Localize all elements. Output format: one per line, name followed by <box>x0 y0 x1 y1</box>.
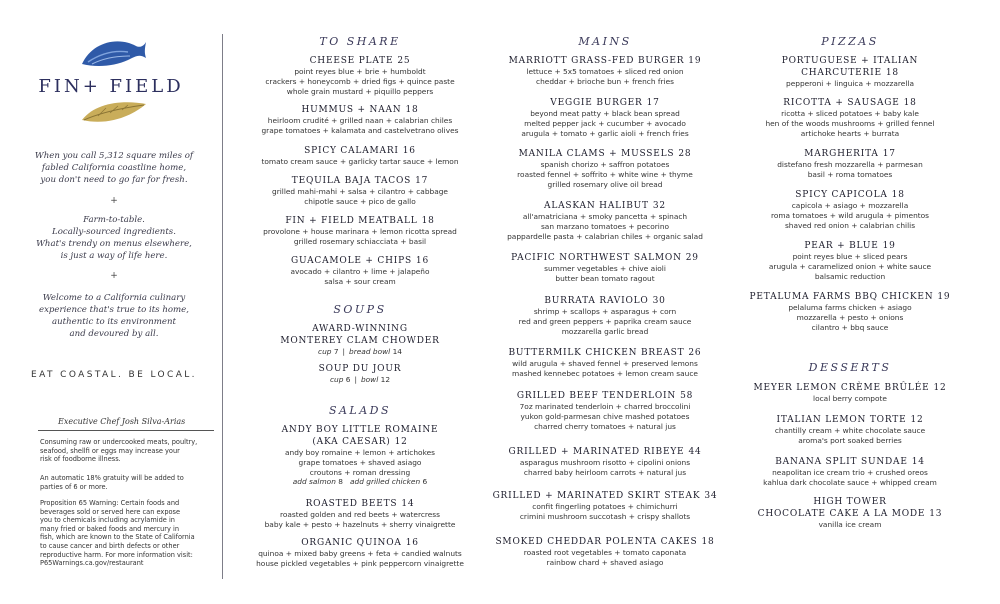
item-price: 14 <box>401 499 415 509</box>
item-desc: cheddar + brioche bun + french fries <box>536 76 674 86</box>
item-desc: local berry compote <box>813 394 887 403</box>
item-name: ANDY BOY LITTLE ROMAINE <box>281 425 439 435</box>
item-desc: artichoke hearts + burrata <box>800 128 900 138</box>
prop65-notice <box>40 499 218 568</box>
item-price: 16 <box>405 538 419 548</box>
item-desc: point reyes blue + brie + humboldt <box>294 67 426 76</box>
item-desc: mashed kennebec potatoes + lemon cream sauce <box>512 368 698 378</box>
item-name-text: BURRATA RAVIOLO <box>544 296 649 306</box>
item-name-text: MARGHERITA <box>804 149 879 159</box>
executive-chef: Executive Chef Josh Silva-Arias <box>58 417 186 426</box>
item-name <box>738 97 962 109</box>
menu-item <box>240 104 480 136</box>
item-name-text: ROASTED BEETS <box>305 499 398 509</box>
item-name <box>240 436 480 448</box>
item-desc: andy boy romaine + lemon + artichokes <box>285 448 435 457</box>
brand-logo-text: FIN+ FIELD <box>38 76 184 97</box>
plus-separator: + <box>110 196 118 206</box>
item-desc: charred cherry tomatoes + natural jus <box>534 421 676 431</box>
intro-line: What's trendy on menus elsewhere, <box>36 239 192 249</box>
item-name <box>490 536 720 548</box>
item-name-text: ALASKAN HALIBUT <box>544 201 649 211</box>
item-desc: pepperoni + linguica + mozzarella <box>786 79 914 88</box>
item-name <box>240 175 480 187</box>
item-name-text: GUACAMOLE + CHIPS <box>291 256 412 266</box>
item-desc: whole grain mustard + piquillo peppers <box>286 86 434 96</box>
gratuity-notice <box>40 474 218 491</box>
menu-item <box>738 414 962 446</box>
item-desc: grilled rosemary olive oil bread <box>547 179 663 189</box>
notice-line: An automatic 18% gratuity will be added to <box>40 474 184 482</box>
item-price: 29 <box>685 253 699 263</box>
item-desc: butter bean tomato ragout <box>555 273 655 283</box>
menu-item <box>490 347 720 379</box>
item-desc: house pickled vegetables + pink peppercorn vinaigrette <box>256 558 464 568</box>
chef-underline <box>38 430 214 431</box>
item-price: 30 <box>652 296 666 306</box>
item-price: 32 <box>652 201 666 211</box>
item-desc: baby kale + pesto + hazelnuts + sherry vinaigrette <box>264 519 456 529</box>
item-price: 17 <box>646 98 660 108</box>
notice-line: Consuming raw or undercooked meats, poultry, <box>40 438 198 446</box>
item-desc: arugula + tomato + garlic aioli + french fries <box>521 128 689 138</box>
notice-line: seafood, shellfi or eggs may increase your <box>40 446 180 455</box>
item-name-text: HUMMUS + NAAN <box>301 105 402 115</box>
item-desc: aroma's port soaked berries <box>798 435 902 445</box>
item-price: 18 <box>891 190 905 200</box>
item-price: 17 <box>882 149 896 159</box>
item-desc: crackers + honeycomb + dried figs + quince paste <box>265 76 455 86</box>
item-name <box>240 55 480 67</box>
intro-paragraph-3 <box>30 292 198 340</box>
item-name <box>738 414 962 426</box>
intro-line: and devoured by all. <box>69 329 159 339</box>
item-name-text: CHARCUTERIE <box>801 68 882 78</box>
item-desc: shaved red onion + calabrian chilis <box>784 220 916 230</box>
intro-line: Farm-to-table. <box>83 215 145 225</box>
addon-label: add salmon <box>292 477 336 487</box>
item-name: PORTUGUESE + ITALIAN <box>781 56 919 66</box>
item-desc: capicola + asiago + mozzarella <box>791 201 909 210</box>
item-name <box>738 382 962 394</box>
notice-line: risk of foodborne illness. <box>40 455 121 464</box>
column-mains <box>490 0 720 604</box>
item-desc: tomato cream sauce + garlicky tartar sauce + lemon <box>261 157 459 166</box>
size-label: bowl <box>360 375 379 384</box>
intro-line: Locally-sourced ingredients. <box>52 227 176 237</box>
item-name-text: (AKA CAESAR) <box>312 437 391 447</box>
item-desc: summer vegetables + chive aioli <box>544 264 666 273</box>
item-price: 34 <box>704 491 718 501</box>
item-desc: spanish chorizo + saffron potatoes <box>540 160 670 169</box>
menu-item <box>490 295 720 336</box>
item-addons <box>240 477 480 487</box>
item-desc: neapolitan ice cream trio + crushed oreos <box>772 468 928 477</box>
menu-item <box>240 255 480 287</box>
item-desc: chipotle sauce + pico de gallo <box>304 196 416 206</box>
item-price: 18 <box>701 537 715 547</box>
item-desc: point reyes blue + sliced pears <box>792 252 908 261</box>
raw-food-notice <box>40 438 218 464</box>
item-name <box>490 97 720 109</box>
item-name <box>240 498 480 510</box>
menu-item <box>738 456 962 488</box>
item-sizes <box>240 347 480 357</box>
section-title-to-share: TO SHARE <box>319 35 401 48</box>
vertical-divider <box>222 34 223 579</box>
item-desc: croutons + roman dressing <box>309 467 411 477</box>
item-name-text: SPICY CAPICOLA <box>795 190 888 200</box>
notice-line: you to chemicals including acrylamide in <box>40 516 175 525</box>
menu-item <box>490 390 720 431</box>
item-name-text: ORGANIC QUINOA <box>301 538 402 548</box>
item-name <box>240 145 480 157</box>
item-name <box>738 148 962 160</box>
item-name-text: SPICY CALAMARI <box>304 146 399 156</box>
size-label: cup <box>318 347 332 356</box>
intro-line: When you call 5,312 square miles of <box>34 151 194 161</box>
section-title-pizzas: PIZZAS <box>821 35 879 48</box>
item-name <box>490 200 720 212</box>
slogan: EAT COASTAL. BE LOCAL. <box>31 370 197 380</box>
menu-item <box>738 55 962 89</box>
item-name-text: GRILLED BEEF TENDERLOIN <box>516 391 677 401</box>
item-desc: shrimp + scallops + asparagus + corn <box>533 307 677 316</box>
menu-item-caesar <box>240 424 480 487</box>
menu-item-roasted-beets <box>240 498 480 530</box>
item-price: 17 <box>415 176 429 186</box>
section-title-soups: SOUPS <box>333 303 387 316</box>
item-desc: all'amatriciana + smoky pancetta + spinach <box>522 212 688 221</box>
plus-separator: + <box>110 271 118 281</box>
item-desc: beyond meat patty + black bean spread <box>530 109 680 118</box>
item-name <box>490 490 720 502</box>
item-name <box>738 67 962 79</box>
leaf-logo-icon <box>78 98 150 128</box>
item-desc: roasted fennel + soffrito + white wine + thyme <box>517 169 693 179</box>
item-name <box>490 252 720 264</box>
item-name <box>490 295 720 307</box>
item-desc: arugula + caramelized onion + white sauce <box>768 261 932 271</box>
item-name <box>738 291 962 303</box>
item-name-text: GRILLED + MARINATED SKIRT STEAK <box>492 491 701 501</box>
item-desc: yukon gold-parmesan chive mashed potatoes <box>520 411 690 421</box>
item-name <box>490 446 720 458</box>
item-price: 19 <box>688 56 702 66</box>
item-price: 44 <box>688 447 702 457</box>
menu-item <box>738 148 962 180</box>
menu-item <box>738 240 962 281</box>
item-price: 18 <box>885 68 899 78</box>
menu-item <box>738 382 962 404</box>
item-desc: grape tomatoes + shaved asiago <box>298 457 422 467</box>
item-desc: quinoa + mixed baby greens + feta + candied walnuts <box>258 549 462 558</box>
intro-line: Welcome to a California culinary <box>42 293 186 303</box>
size-label: cup <box>329 375 344 384</box>
notice-line: Proposition 65 Warning: Certain foods and <box>40 499 180 507</box>
menu-item-organic-quinoa <box>240 537 480 569</box>
column-pizzas-desserts <box>738 0 962 604</box>
item-desc: roasted golden and red beets + watercress <box>279 510 441 519</box>
item-name <box>738 240 962 252</box>
fish-logo-icon <box>78 34 148 74</box>
item-desc: basil + roma tomatoes <box>807 169 893 179</box>
item-desc: crimini mushroom succotash + crispy shallots <box>519 511 691 521</box>
item-desc: grape tomatoes + kalamata and castelvetrano olives <box>261 125 459 135</box>
menu-item <box>240 215 480 247</box>
item-desc: roasted root vegetables + tomato caponata <box>523 548 687 557</box>
intro-paragraph-2 <box>30 214 198 262</box>
menu-item <box>240 55 480 96</box>
item-price: 18 <box>903 98 917 108</box>
menu-item <box>490 55 720 87</box>
item-desc: pappardelle pasta + calabrian chiles + organic salad <box>507 231 703 241</box>
menu-item <box>240 145 480 167</box>
item-name-text: FIN + FIELD MEATBALL <box>285 216 418 226</box>
item-desc: chantilly cream + white chocolate sauce <box>774 426 926 435</box>
item-price: 19 <box>882 241 896 251</box>
size-label: bread bowl <box>349 347 391 356</box>
item-name <box>490 347 720 359</box>
item-price: 12 <box>933 383 947 393</box>
item-price: 12 <box>394 437 408 447</box>
menu-item <box>490 446 720 478</box>
item-name-text: CHEESE PLATE <box>309 56 394 66</box>
intro-line: you don't need to go far for fresh. <box>40 175 188 185</box>
item-name-text: MANILA CLAMS + MUSSELS <box>518 149 675 159</box>
intro-paragraph-1 <box>30 150 198 186</box>
item-price: 19 <box>937 292 951 302</box>
intro-line: authentic to its environment <box>52 317 176 327</box>
item-name: AWARD-WINNING <box>312 324 408 334</box>
item-name: MONTEREY CLAM CHOWDER <box>280 336 440 346</box>
menu-item <box>240 175 480 207</box>
menu-item <box>490 200 720 241</box>
menu-item <box>490 148 720 189</box>
item-price: 18 <box>421 216 435 226</box>
notice-line: P65Warnings.ca.gov/restaurant <box>40 559 144 568</box>
notice-line: reproductive harm. For more information visit: <box>40 550 193 559</box>
intro-line: experience that's true to its home, <box>39 305 189 315</box>
item-desc: melted pepper jack + cucumber + avocado <box>524 118 686 128</box>
item-desc: avocado + cilantro + lime + jalapeño <box>290 267 430 276</box>
item-desc: wild arugula + shaved fennel + preserved lemons <box>512 359 698 368</box>
addon-price: 6 <box>422 477 428 487</box>
item-name-text: TEQUILA BAJA TACOS <box>291 176 412 186</box>
item-desc: provolone + house marinara + lemon ricotta spread <box>263 227 457 236</box>
item-name: SOUP DU JOUR <box>318 364 402 374</box>
item-desc: ricotta + sliced potatoes + baby kale <box>781 109 919 118</box>
item-name-text: MARRIOTT GRASS-FED BURGER <box>508 56 685 66</box>
separator: | <box>354 375 357 384</box>
notice-line: beverages sold or served here can expose <box>40 507 181 516</box>
item-desc: san marzano tomatoes + pecorino <box>540 221 670 231</box>
item-name <box>240 537 480 549</box>
item-desc: cilantro + bbq sauce <box>811 322 889 332</box>
menu-item <box>490 252 720 284</box>
item-name-text: SMOKED CHEDDAR POLENTA CAKES <box>495 537 698 547</box>
menu-item <box>490 536 720 568</box>
item-desc: charred baby heirloom carrots + natural jus <box>523 467 687 477</box>
item-name-text: PEAR + BLUE <box>804 241 879 251</box>
item-desc: vanilla ice cream <box>818 520 882 529</box>
notice-line: parties of 6 or more. <box>40 482 108 491</box>
menu-item-clam-chowder <box>240 323 480 357</box>
item-desc: salsa + sour cream <box>324 276 396 286</box>
item-price: 13 <box>929 509 943 519</box>
section-title-desserts: DESSERTS <box>808 361 892 374</box>
item-name-text: GRILLED + MARINATED RIBEYE <box>508 447 685 457</box>
item-desc: heirloom crudité + grilled naan + calabrian chiles <box>267 116 453 125</box>
item-desc: asparagus mushroom risotto + cipolini onions <box>519 458 691 467</box>
section-title-salads: SALADS <box>328 404 392 417</box>
item-desc: lettuce + 5x5 tomatoes + sliced red onion <box>526 67 684 76</box>
item-price: 12 <box>910 415 924 425</box>
separator: | <box>342 347 346 356</box>
item-name <box>240 215 480 227</box>
item-desc: balsamic reduction <box>814 271 886 281</box>
item-name <box>738 456 962 468</box>
item-name <box>738 189 962 201</box>
item-desc: distefano fresh mozzarella + parmesan <box>777 160 923 169</box>
item-desc: grilled rosemary schiacciata + basil <box>293 236 427 246</box>
item-name <box>240 104 480 116</box>
item-desc: confit fingerling potatoes + chimichurri <box>532 502 678 511</box>
item-name <box>490 148 720 160</box>
item-name-text: MEYER LEMON CRÈME BRÛLÉE <box>753 383 930 393</box>
item-name <box>490 390 720 402</box>
item-price: 26 <box>688 348 702 358</box>
intro-line: is just a way of life here. <box>60 251 168 261</box>
size-price: 12 <box>380 375 391 384</box>
notice-line: many fried or baked foods and mercury in <box>40 524 180 533</box>
item-price: 16 <box>415 256 429 266</box>
item-name <box>490 55 720 67</box>
item-name <box>240 255 480 267</box>
item-desc: pelaluma farms chicken + asiago <box>788 303 912 312</box>
item-sizes <box>240 375 480 385</box>
item-price: 14 <box>911 457 925 467</box>
item-name-text: ITALIAN LEMON TORTE <box>776 415 907 425</box>
menu-item <box>738 291 962 332</box>
item-desc: red and green peppers + paprika cream sauce <box>518 316 692 326</box>
addon-price: 8 <box>338 477 343 487</box>
menu-item-soup-du-jour <box>240 363 480 385</box>
item-price: 18 <box>405 105 419 115</box>
item-name <box>738 508 962 520</box>
addon-label: add grilled chicken <box>350 477 421 487</box>
menu-item <box>490 490 720 522</box>
item-name-text: BUTTERMILK CHICKEN BREAST <box>508 348 685 358</box>
menu-item <box>738 496 962 530</box>
item-desc: mozzarella garlic bread <box>561 326 649 336</box>
item-name: HIGH TOWER <box>813 497 887 507</box>
item-name-text: RICOTTA + SAUSAGE <box>783 98 900 108</box>
item-desc: roma tomatoes + wild arugula + pimentos <box>770 210 930 220</box>
item-desc: rainbow chard + shaved asiago <box>546 557 664 567</box>
menu-item <box>738 97 962 138</box>
item-desc: mozzarella + pesto + onions <box>796 312 904 322</box>
item-desc: 7oz marinated tenderloin + charred broccolini <box>519 402 691 411</box>
item-desc: hen of the woods mushrooms + grilled fennel <box>765 118 935 128</box>
item-name-text: BANANA SPLIT SUNDAE <box>775 457 908 467</box>
item-price: 25 <box>397 56 411 66</box>
menu-item <box>490 97 720 138</box>
item-desc: kahlua dark chocolate sauce + whipped cream <box>763 477 937 487</box>
section-title-mains: MAINS <box>578 35 632 48</box>
menu-item <box>738 189 962 230</box>
item-name-text: PACIFIC NORTHWEST SALMON <box>511 253 682 263</box>
item-name-text: PETALUMA FARMS BBQ CHICKEN <box>749 292 934 302</box>
item-price: 28 <box>678 149 692 159</box>
item-name-text: VEGGIE BURGER <box>550 98 643 108</box>
column-share-soups-salads <box>240 0 480 604</box>
size-price: 7 <box>333 347 339 356</box>
item-desc: grilled mahi-mahi + salsa + cilantro + cabbage <box>272 187 448 196</box>
notice-line: to cause cancer and birth defects or other <box>40 541 180 550</box>
item-name-text: CHOCOLATE CAKE A LA MODE <box>757 509 926 519</box>
item-price: 58 <box>680 391 694 401</box>
item-price: 16 <box>402 146 416 156</box>
brand-panel <box>0 0 222 604</box>
notice-line: fish, which are known to the State of California <box>40 533 195 542</box>
size-price: 6 <box>345 375 351 384</box>
intro-line: fabled California coastline home, <box>41 163 187 173</box>
size-price: 14 <box>392 347 402 356</box>
